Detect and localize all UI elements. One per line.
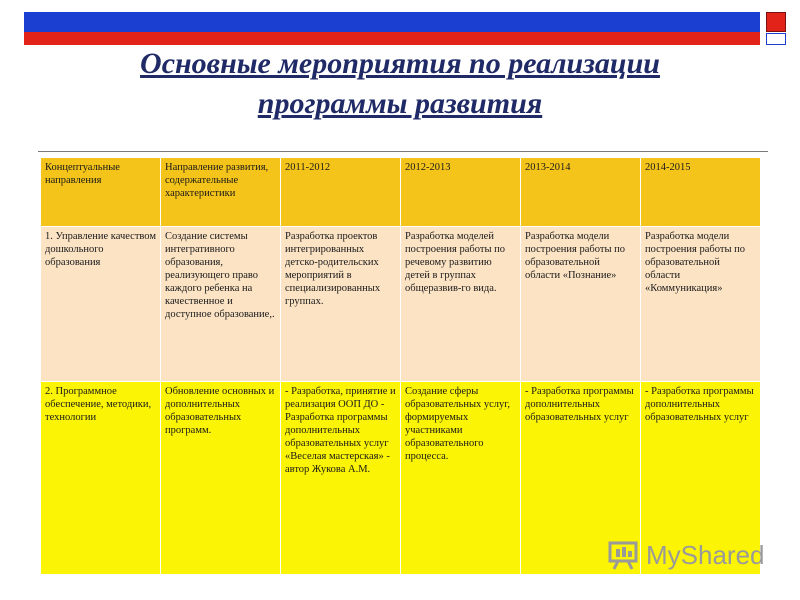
table-cell: Разработка проектов интегрированных детско-родительских мероприятий в специализированных группах. (281, 227, 401, 382)
table-cell: Разработка моделей построения работы по речевому развитию детей в группах общеразвив-го вида. (401, 227, 521, 382)
header-cell-direction: Направление развития, содержательные характеристики (161, 158, 281, 227)
header-cell-2013-2014: 2013-2014 (521, 158, 641, 227)
header-cell-concept: Концептуальные направления (41, 158, 161, 227)
table-cell: - Разработка, принятие и реализация ООП ДО - Разработка программы дополнительных образовательных услуг «Веселая мастерская» - автор Жукова А.М. (281, 382, 401, 575)
header-cell-2011-2012: 2011-2012 (281, 158, 401, 227)
table-header-row (41, 158, 761, 227)
slide-title-line-2: программы развития (257, 87, 543, 120)
table-cell: Создание сферы образовательных услуг, формируемых участниками образовательного процесса. (401, 382, 521, 575)
table-cell: - Разработка программы дополнительных образовательных услуг (521, 382, 641, 575)
table-cell: Создание системы интегративного образования, реализующего право каждого ребенка на качественное и доступное образование,. (161, 227, 281, 382)
corner-white-square (766, 33, 786, 45)
table-cell: 1. Управление качеством дошкольного образования (41, 227, 161, 382)
corner-red-square (766, 12, 786, 32)
title-divider (38, 151, 768, 152)
table-cell: Разработка модели построения работы по образовательной области «Коммуникация» (641, 227, 761, 382)
header-cell-2014-2015: 2014-2015 (641, 158, 761, 227)
slide-title (40, 44, 760, 124)
table-cell: Разработка модели построения работы по образовательной области «Познание» (521, 227, 641, 382)
development-plan-table (40, 157, 761, 575)
table-cell: Обновление основных и дополнительных образовательных программ. (161, 382, 281, 575)
myshared-watermark (608, 537, 765, 573)
myshared-logo-icon (608, 539, 642, 571)
watermark-text: MyShared (646, 539, 765, 570)
table-cell: 2. Программное обеспечение, методики, технологии (41, 382, 161, 575)
top-blue-bar (24, 12, 760, 32)
table-cell: - Разработка программы дополнительных образовательных услуг (641, 382, 761, 575)
table-row (41, 227, 761, 382)
slide-title-line-1: Основные мероприятия по реализации (140, 47, 660, 80)
header-cell-2012-2013: 2012-2013 (401, 158, 521, 227)
